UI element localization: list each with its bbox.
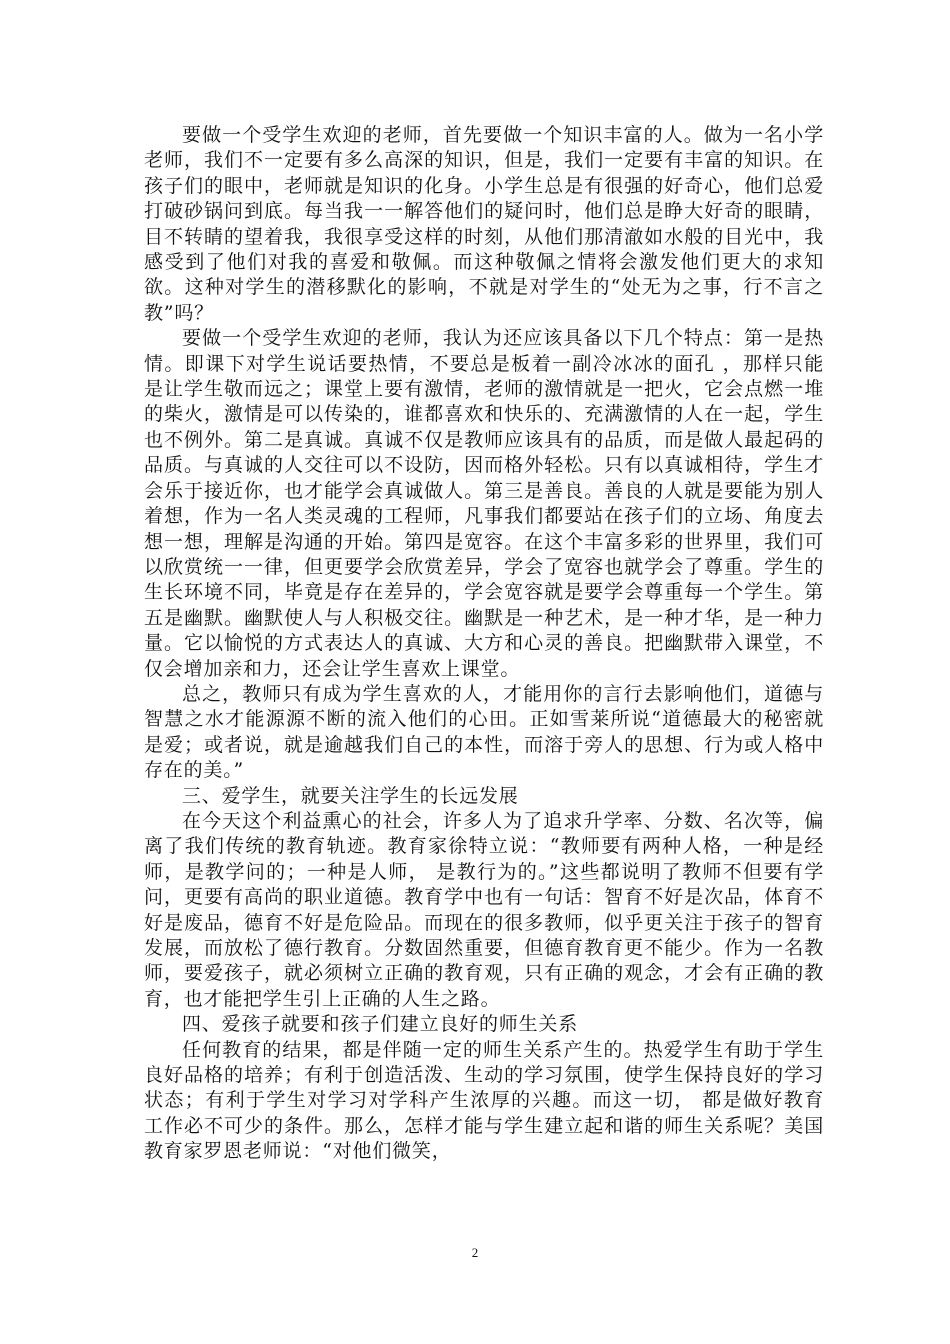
section-heading-3: 三、爱学生，就要关注学生的长远发展 (182, 784, 519, 807)
document-body (144, 123, 824, 1165)
paragraph-conclusion: 总之，教师只有成为学生喜欢的人，才能用你的言行去影响他们，道德与智慧之水才能源源不断的流入他们的心田。正如雪莱所说“道德最大的秘密就是爱；或者说，就是逾越我们自己的本性，而溶于旁人的思想、行为或人格中存在的美。” (144, 682, 824, 782)
paragraph-knowledge: 要做一个受学生欢迎的老师，首先要做一个知识丰富的人。做为一名小学老师，我们不一定要有多么高深的知识，但是，我们一定要有丰富的知识。在孩子们的眼中，老师就是知识的化身。小学生总是有很强的好奇心，他们总爱打破砂锅问到底。每当我一一解答他们的疑问时，他们总是睁大好奇的眼睛，目不转睛的望着我，我很享受这样的时刻，从他们那清澈如水般的目光中，我感受到了他们对我的喜爱和敬佩。而这种敬佩之情将会激发他们更大的求知欲。这种对学生的潜移默化的影响，不就是对学生的“处无为之事，行不言之教”吗？ (144, 124, 824, 324)
section-heading-4: 四、爱孩子就要和孩子们建立良好的师生关系 (182, 1013, 579, 1036)
paragraph-teacher-student-relationship: 任何教育的结果，都是伴随一定的师生关系产生的。热爱学生有助于学生良好品格的培养；有利于创造活泼、生动的学习氛围，使学生保持良好的学习状态；有利于学生对学习对学科产生浓厚的兴趣。而这一切， 都是做好教育工作必不可少的条件。那么，怎样才能与学生建立起和谐的师生关系呢？美国教育家罗恩老师说：“对他们微笑， (144, 1038, 824, 1163)
paragraph-traits: 要做一个受学生欢迎的老师，我认为还应该具备以下几个特点：第一是热情。即课下对学生说话要热情，不要总是板着一副冷冰冰的面孔 ，那样只能是让学生敬而远之；课堂上要有激情，老师的激情就是一把火，它会点燃一堆的柴火，激情是可以传染的，谁都喜欢和快乐的、充满激情的人在一起，学生也不例外。第二是真诚。真诚不仅是教师应该具有的品质，而是做人最起码的品质。与真诚的人交往可以不设防，因而格外轻松。只有以真诚相待，学生才会乐于接近你，也才能学会真诚做人。第三是善良。善良的人就是要能为别人着想，作为一名人类灵魂的工程师，凡事我们都要站在孩子们的立场、角度去想一想，理解是沟通的开始。第四是宽容。在这个丰富多彩的世界里，我们可以欣赏统一一律，但更要学会欣赏差异，学会了宽容也就学会了尊重。学生的生长环境不同，毕竟是存在差异的，学会宽容就是要学会尊重每一个学生。第五是幽默。幽默使人与人积极交往。幽默是一种艺术，是一种才华，是一种力量。它以愉悦的方式表达人的真诚、大方和心灵的善良。把幽默带入课堂，不仅会增加亲和力，还会让学生喜欢上课堂。 (144, 327, 824, 680)
page-number: 2 (471, 1245, 479, 1260)
paragraph-long-term-development: 在今天这个利益熏心的社会，许多人为了追求升学率、分数、名次等，偏离了我们传统的教育轨迹。教育家徐特立说：“教师要有两种人格，一种是经师，是教学问的；一种是人师， 是教行为的。”这些都说明了教师不但要有学问，更要有高尚的职业道德。教育学中也有一句话：智育不好是次品，体育不好是废品，德育不好是危险品。而现在的很多教师，似乎更关注于孩子的智育发展，而放松了德行教育。分数固然重要，但德育教育更不能少。作为一名教师，要爱孩子，就必须树立正确的教育观，只有正确的观念，才会有正确的教育，也才能把学生引上正确的人生之路。 (144, 809, 824, 1010)
